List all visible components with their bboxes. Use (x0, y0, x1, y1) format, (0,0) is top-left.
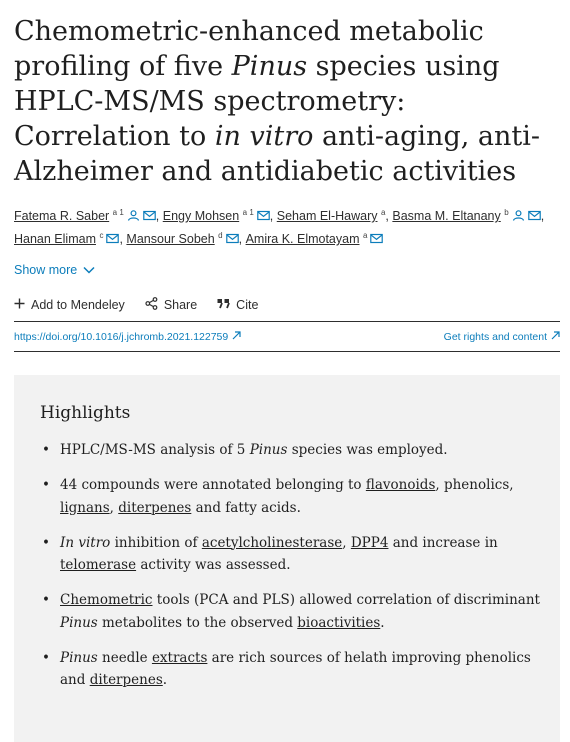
author-name-link[interactable]: Hanan Elimam (14, 232, 96, 246)
highlight-text: species was employed. (287, 442, 448, 458)
bullet: • (42, 442, 50, 458)
highlights-section (14, 375, 560, 742)
highlight-text: activity was assessed. (136, 557, 291, 573)
highlight-item (40, 589, 540, 634)
topic-link-acetylcholinesterase[interactable]: acetylcholinesterase (201, 534, 343, 551)
author-item: Hanan Elimam $^c$ , (14, 230, 127, 246)
author-name-link[interactable]: Amira K. Elmotayam (245, 232, 360, 246)
divider-bottom (14, 351, 560, 352)
author-list (14, 205, 564, 251)
author-name-link[interactable]: Seham El-Hawary (276, 209, 378, 223)
author-item: Basma M. Eltanany $^b$ , (392, 207, 545, 223)
show-more-label: Show more (14, 263, 78, 277)
author-affiliation[interactable]: c (99, 230, 104, 240)
author-name-link[interactable]: Fatema R. Saber (14, 209, 110, 223)
author-name-link[interactable]: Engy Mohsen (162, 209, 240, 223)
highlight-text: and fatty acids. (191, 499, 301, 516)
cite-label: Cite (236, 298, 259, 312)
topic-link-chemometric[interactable]: Chemometric (60, 592, 153, 608)
author-item: Engy Mohsen $^{a 1}$ , (162, 207, 277, 223)
highlights-heading: Highlights (40, 403, 131, 423)
show-more-button[interactable] (14, 263, 95, 277)
divider-top (14, 321, 560, 322)
quote-icon (217, 298, 230, 312)
highlight-text: 44 compounds were annotated belonging to (60, 477, 366, 493)
author-item (246, 232, 384, 246)
external-link-icon (551, 331, 560, 343)
highlight-text: are rich sources of helath improving phenolics and (60, 649, 531, 688)
highlight-item (40, 474, 540, 519)
topic-link-diterpenes[interactable]: diterpenes (89, 672, 163, 688)
highlight-genus: Pinus (60, 614, 98, 631)
topic-link-lignans[interactable]: lignans (60, 499, 110, 516)
mail-icon[interactable] (143, 210, 156, 221)
cite-button[interactable] (217, 298, 258, 312)
highlight-text: , (342, 534, 351, 551)
chevron-down-icon (83, 263, 95, 277)
rights-label: Get rights and content (443, 331, 547, 343)
highlight-text: and increase in (388, 534, 498, 551)
highlight-text: , phenolics, (435, 477, 514, 493)
person-icon[interactable] (127, 210, 140, 221)
highlight-genus: Pinus (60, 649, 98, 666)
title-text-3: anti-aging, anti-Alzheimer and antidiabetic activities (14, 121, 540, 187)
share-icon (145, 297, 158, 313)
author-affiliation[interactable]: b (504, 207, 509, 217)
author-item: Mansour Sobeh $^d$ , (126, 230, 246, 246)
highlight-text: . (380, 614, 385, 631)
highlight-item (40, 439, 540, 462)
highlight-item (40, 532, 540, 577)
title-genus: Pinus (231, 51, 308, 82)
highlight-text: , (109, 499, 119, 516)
highlight-text: metabolites to the observed (97, 614, 298, 631)
bullet: • (42, 649, 50, 666)
article-links (14, 331, 560, 343)
highlight-in-vitro: In vitro (60, 534, 111, 551)
author-affiliation[interactable]: a 1 (242, 207, 254, 217)
author-affiliation[interactable]: d (218, 230, 223, 240)
plus-icon (14, 298, 25, 312)
title-text-1: Chemometric-enhanced metabolic profiling of five (14, 16, 484, 82)
highlight-text: inhibition of (110, 534, 202, 551)
topic-link-extracts[interactable]: extracts (151, 649, 208, 666)
mail-icon[interactable] (528, 210, 541, 221)
external-link-icon (232, 331, 241, 343)
author-item: Seham El-Hawary $^a$, (276, 207, 393, 223)
mail-icon[interactable] (106, 233, 119, 244)
author-affiliation[interactable]: a (380, 207, 386, 217)
topic-link-diterpenes[interactable]: diterpenes (118, 499, 192, 516)
title-in-vitro: in vitro (214, 121, 314, 152)
add-to-mendeley-button[interactable] (14, 298, 125, 312)
highlight-text: tools (PCA and PLS) allowed correlation of discriminant (152, 592, 540, 608)
mail-icon[interactable] (226, 233, 239, 244)
share-button[interactable] (145, 297, 197, 313)
highlight-genus: Pinus (249, 442, 288, 458)
author-item: Fatema R. Saber $^{a 1}$ , (14, 207, 163, 223)
mail-icon[interactable] (257, 210, 270, 221)
person-icon[interactable] (512, 210, 525, 221)
article-title (14, 14, 559, 189)
highlights-list (40, 439, 540, 704)
doi-label: https://doi.org/10.1016/j.jchromb.2021.122759 (14, 331, 229, 343)
mendeley-label: Add to Mendeley (31, 298, 125, 312)
topic-link-telomerase[interactable]: telomerase (60, 557, 137, 573)
mail-icon[interactable] (370, 233, 383, 244)
highlight-text: needle (97, 649, 152, 666)
bullet: • (42, 477, 50, 493)
topic-link-bioactivities[interactable]: bioactivities (297, 614, 381, 631)
highlight-item (40, 647, 540, 692)
author-name-link[interactable]: Mansour Sobeh (126, 232, 215, 246)
author-name-link[interactable]: Basma M. Eltanany (392, 209, 501, 223)
bullet: • (42, 534, 50, 551)
get-rights-link[interactable] (444, 331, 560, 343)
doi-link[interactable] (14, 331, 241, 343)
highlight-text: HPLC/MS-MS analysis of 5 (60, 442, 250, 458)
topic-link-flavonoids[interactable]: flavonoids (365, 477, 436, 493)
author-affiliation[interactable]: a (362, 230, 368, 240)
topic-link-dpp4[interactable]: DPP4 (350, 534, 389, 551)
title-text-2: species using HPLC-MS/MS spectrometry: Correlation to (14, 51, 500, 152)
author-affiliation[interactable]: a 1 (112, 207, 124, 217)
bullet: • (42, 592, 50, 608)
article-actions (14, 297, 278, 313)
share-label: Share (163, 298, 198, 312)
highlight-text: . (162, 672, 168, 688)
